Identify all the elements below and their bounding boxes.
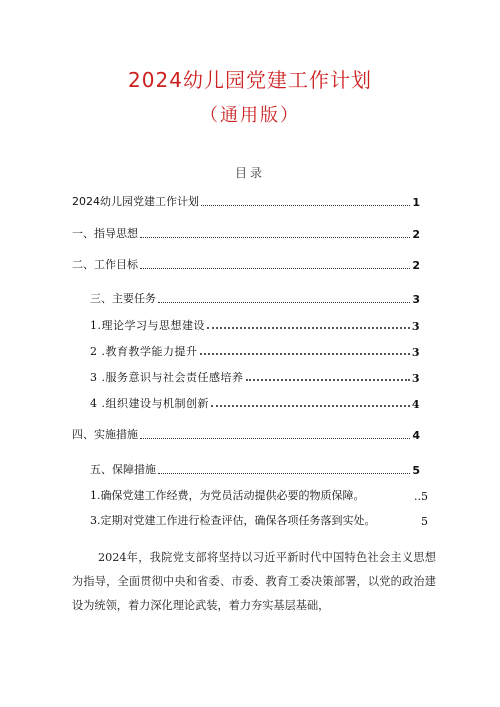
toc-entry-page: 2 (412, 259, 420, 272)
document-title: 2024幼儿园党建工作计划 (128, 68, 372, 92)
document-subtitle: （通用版） (200, 105, 300, 126)
toc-entry-page: 5 (421, 515, 428, 528)
toc-entry-task-1[interactable] (90, 317, 420, 333)
toc-entry-label: 五、保障措施 (90, 463, 156, 476)
toc-entry-page: 3 (411, 346, 420, 359)
toc-entry-label: 一、指导思想 (72, 227, 138, 240)
toc-entry-label: 1.确保党建工作经费，为党员活动提供必要的物质保障。 (90, 489, 365, 502)
toc-entry-label: 3 .服务意识与社会责任感培养 (90, 371, 244, 384)
toc-leader (246, 379, 410, 381)
toc-entry-guiding-ideology[interactable] (72, 225, 420, 241)
toc-entry-label: 四、实施措施 (72, 428, 138, 441)
toc-entry-page: 3 (411, 320, 420, 333)
toc-entry-page: 5 (412, 464, 420, 477)
toc-entry-label: 4 .组织建设与机制创新 (90, 397, 209, 410)
toc-entry-task-4[interactable] (90, 395, 420, 411)
toc-entry-page: 2 (412, 228, 420, 241)
toc-entry-work-goals[interactable] (72, 256, 420, 272)
toc-entry-label: 2 .教育教学能力提升 (90, 345, 198, 358)
toc-heading: 目录 (234, 166, 265, 180)
toc-leader (200, 353, 410, 355)
toc-entry-page: 3 (411, 372, 420, 385)
toc-entry-label: 1.理论学习与思想建设 (90, 319, 205, 332)
toc-entry-page: ..5 (414, 490, 428, 503)
toc-entry-page: 4 (411, 398, 420, 411)
toc-leader (211, 405, 410, 407)
toc-entry-plan-title[interactable] (72, 193, 420, 209)
toc-entry-main-tasks[interactable] (90, 290, 420, 306)
toc-entry-task-2[interactable] (90, 343, 420, 359)
toc-entry-task-3[interactable] (90, 369, 420, 385)
body-paragraph-text: 2024年，我院党支部将坚持以习近平新时代中国特色社会主义思想为指导，全面贯彻中央和省委、市委、教育工委决策部署，以党的政治建设为统领，着力深化理论武装，着力夯实基层基础， (72, 551, 436, 612)
toc-entry-page: 4 (412, 429, 420, 442)
toc-leader (140, 268, 410, 269)
toc-leader (140, 237, 410, 238)
toc-entry-implementation[interactable] (72, 426, 420, 442)
toc-entry-safeguard-1[interactable] (90, 487, 428, 503)
body-paragraph (72, 546, 436, 618)
toc-entry-label: 三、主要任务 (90, 292, 156, 305)
toc-entry-label: 3.定期对党建工作进行检查评估，确保各项任务落到实处。 (90, 514, 376, 527)
toc-leader (140, 438, 410, 439)
toc-entry-safeguard-3[interactable] (90, 512, 428, 528)
toc-entry-label: 二、工作目标 (72, 258, 138, 271)
toc-leader (201, 205, 410, 206)
toc-leader (158, 473, 410, 474)
toc-entry-safeguards[interactable] (90, 461, 420, 477)
toc-entry-page: 1 (412, 196, 420, 209)
toc-entry-label: 2024幼儿园党建工作计划 (72, 195, 199, 208)
toc-entry-page: 3 (412, 293, 420, 306)
toc-leader (207, 327, 410, 329)
toc-leader (158, 302, 410, 303)
